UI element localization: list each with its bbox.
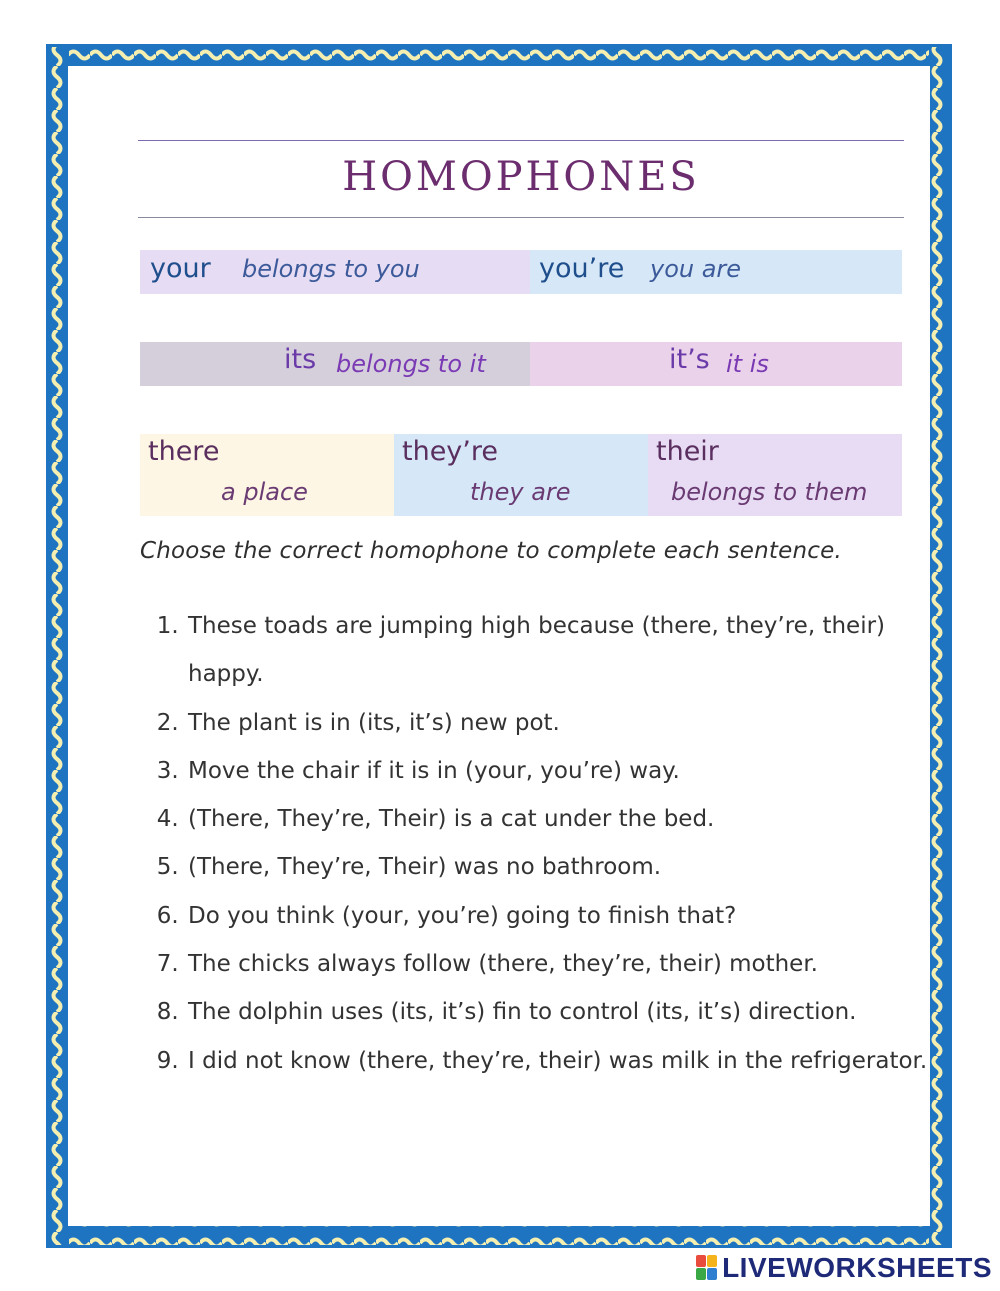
liveworksheets-logo-icon	[696, 1255, 718, 1281]
homophone-row-its	[140, 342, 902, 386]
homophone-card-there	[140, 434, 394, 516]
homophone-card-theyre	[394, 434, 648, 516]
homophone-word: it’s	[669, 344, 710, 375]
liveworksheets-logo-text: LIVEWORKSHEETS	[722, 1252, 992, 1283]
homophone-word: you’re	[539, 253, 625, 284]
question-item: 4. (There, They’re, Their) is a cat under the bed.	[186, 795, 946, 843]
question-item: 7. The chicks always follow (there, they’re, their) mother.	[186, 940, 946, 988]
homophone-meaning: it is	[726, 350, 769, 378]
homophone-card-youre	[530, 250, 902, 294]
question-item: 6. Do you think (your, you’re) going to finish that?	[186, 892, 946, 940]
homophone-row-your	[140, 250, 902, 294]
liveworksheets-logo	[696, 1251, 992, 1285]
homophone-meaning: they are	[470, 478, 571, 506]
homophone-card-its-contraction	[530, 342, 902, 386]
homophone-card-their	[648, 434, 902, 516]
homophone-row-there	[140, 434, 902, 516]
homophone-word: its	[284, 344, 317, 375]
title-rule-bottom	[138, 217, 904, 218]
instructions: Choose the correct homophone to complete each sentence.	[140, 538, 842, 564]
question-item: 1. These toads are jumping high because (there, they’re, their) happy.	[186, 602, 946, 699]
worksheet-content	[68, 66, 930, 1226]
homophone-card-your	[140, 250, 530, 294]
question-list	[140, 602, 946, 1085]
homophone-meaning: belongs to you	[242, 255, 420, 283]
homophone-word: there	[148, 436, 220, 467]
homophone-card-its	[140, 342, 530, 386]
homophone-word: they’re	[402, 436, 498, 467]
homophone-meaning: belongs to them	[671, 478, 868, 506]
homophone-meaning: belongs to it	[336, 350, 486, 378]
page-border	[46, 44, 952, 1248]
homophone-word: your	[150, 253, 211, 284]
homophone-word: their	[656, 436, 719, 467]
homophone-meaning: a place	[221, 478, 308, 506]
page-title: HOMOPHONES	[342, 154, 700, 200]
question-item: 5. (There, They’re, Their) was no bathroom.	[186, 843, 946, 891]
question-item: 2. The plant is in (its, it’s) new pot.	[186, 699, 946, 747]
homophone-meaning: you are	[650, 255, 742, 283]
title-rule-top	[138, 140, 904, 141]
question-item: 8. The dolphin uses (its, it’s) fin to control (its, it’s) direction.	[186, 988, 946, 1036]
question-item: 9. I did not know (there, they’re, their) was milk in the refrigerator.	[186, 1037, 946, 1085]
question-item: 3. Move the chair if it is in (your, you’re) way.	[186, 747, 946, 795]
